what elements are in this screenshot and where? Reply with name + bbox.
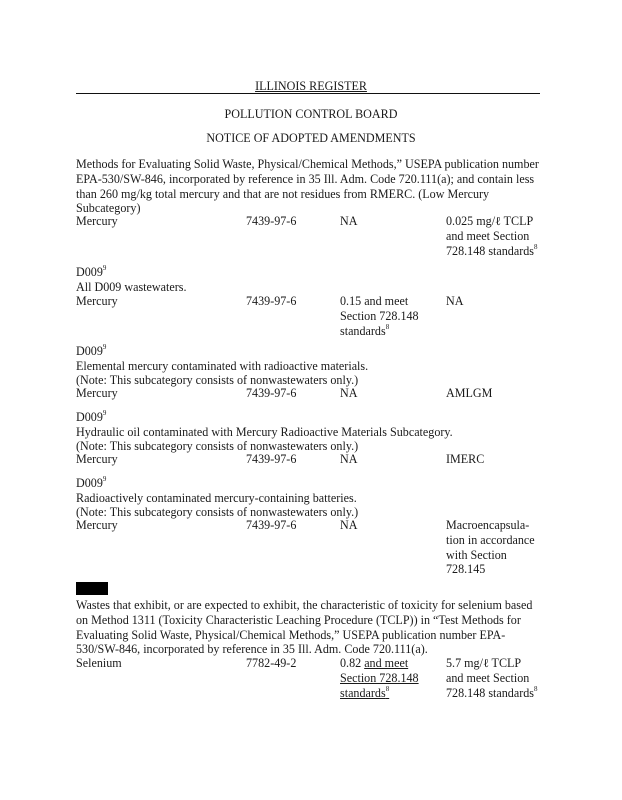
cas-number: 7439-97-6 [246,452,297,466]
notice-title: NOTICE OF ADOPTED AMENDMENTS [206,131,416,145]
footnote-ref: 8 [534,684,538,693]
constituent-name: Mercury [76,518,118,532]
wastewater-standard: 0.15 and meet Section 728.148 standards$^8$ [340,294,419,338]
nonwastewater-standard: IMERC [446,452,485,466]
intro-paragraph: Methods for Evaluating Solid Waste, Physical/Chemical Methods,” USEPA publication number EPA-530/SW-846, incorporated by reference in 35 Ill. Adm. Code 720.111(a); and contain less than 260 mg/kg total mercury and that are not residues from RMERC. (Low Mercury Subcategory) [76,157,539,216]
board-title: POLLUTION CONTROL BOARD [224,107,398,121]
footnote-ref: 8 [385,684,390,693]
waste-code: $D009^9$ [76,342,107,358]
constituent-name: Mercury [76,294,118,308]
cas-number: 7439-97-6 [246,214,297,228]
subcategory-description: All D009 wastewaters. [76,280,187,294]
header-rule [76,93,540,94]
constituent-name: Selenium [76,656,122,670]
footnote-ref: 9 [102,408,107,417]
wastewater-standard: NA [340,452,358,466]
selenium-paragraph: Wastes that exhibit, or are expected to exhibit, the characteristic of toxicity for selenium based on Method 1311 (Toxicity Characteristic Leaching Procedure (TCLP)) in “Test Methods for Evaluating Solid Waste, Physical/Chemical Methods,” USEPA publication number EPA- 530/SW-846, incorporated by reference in 35 Ill. Adm. Code 720.111(a). [76,598,533,657]
footnote-ref: 9 [102,263,107,272]
subcategory-description: Radioactively contaminated mercury-containing batteries. [76,491,357,505]
wastewater-standard: 0.82 and meet Section 728.148 standards$^8$ [340,656,419,700]
subcategory-note: (Note: This subcategory consists of nonwastewaters only.) [76,439,359,453]
nonwastewater-standard: AMLGM [446,386,493,400]
cas-number: 7439-97-6 [246,294,297,308]
cas-number: 7439-97-6 [246,518,297,532]
cas-number: 7782-49-2 [246,656,297,670]
wastewater-standard: NA [340,518,358,532]
subcategory-description: Elemental mercury contaminated with radioactive materials. [76,359,369,373]
nonwastewater-standard: Macroencapsula- tion in accordance with Section 728.145 [446,518,535,577]
nonwastewater-standard: 0.025 mg/ℓ TCLP and meet Section 728.148 standards$^8$ [446,214,538,258]
constituent-name: Mercury [76,452,118,466]
nonwastewater-standard: 5.7 mg/ℓ TCLP and meet Section 728.148 standards$^8$ [446,656,538,700]
subcategory-note: (Note: This subcategory consists of nonwastewaters only.) [76,373,359,387]
cas-number: 7439-97-6 [246,386,297,400]
footnote-ref: 9 [102,474,107,483]
waste-code: $D009^9$ [76,263,107,279]
waste-code: $D009^9$ [76,474,107,490]
footnote-ref: 8 [534,242,538,251]
subcategory-note: (Note: This subcategory consists of nonwastewaters only.) [76,505,359,519]
redaction-block [76,582,108,595]
subcategory-description: Hydraulic oil contaminated with Mercury Radioactive Materials Subcategory. [76,425,453,439]
nonwastewater-standard: NA [446,294,464,308]
footnote-ref: 8 [385,322,390,331]
constituent-name: Mercury [76,386,118,400]
waste-code: $D009^9$ [76,408,107,424]
register-title: ILLINOIS REGISTER [255,79,367,93]
wastewater-standard: NA [340,214,358,228]
footnote-ref: 9 [102,342,107,351]
wastewater-standard: NA [340,386,358,400]
constituent-name: Mercury [76,214,118,228]
